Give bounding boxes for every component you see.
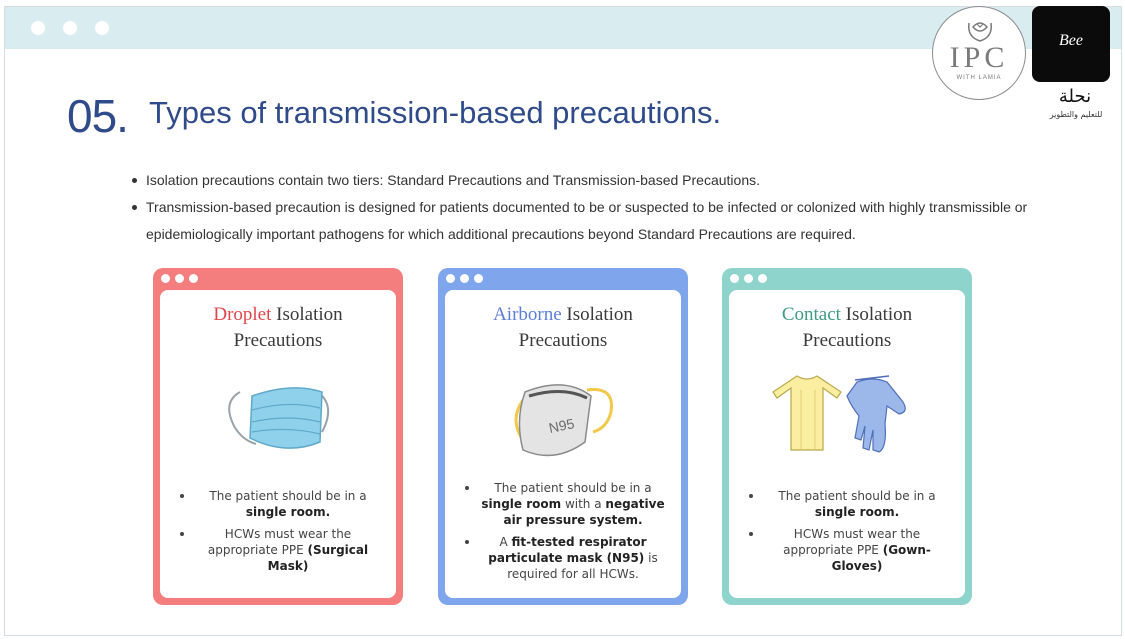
card-body <box>729 290 965 598</box>
intro-bullet: Transmission-based precaution is designed for patients documented to be or suspected to be infected or colonized with highly transmissible or epidemiologically important pathogens for which additional precautions beyond Standard Precautions are required. <box>130 194 1030 248</box>
slide-number: 05. <box>67 90 128 142</box>
card-dot <box>446 274 455 283</box>
item-bold: single room. <box>245 505 331 519</box>
card-title <box>729 302 965 354</box>
item-text: HCWs must wear the appropriate PPE <box>207 527 352 557</box>
card-dot <box>460 274 469 283</box>
gown-gloves-icon <box>729 370 965 480</box>
card-body <box>160 290 396 598</box>
bee-logo <box>1032 6 1110 82</box>
item-bold: single room. <box>814 505 900 519</box>
card-list-item <box>463 480 667 528</box>
bee-logo-text: Bee <box>1059 32 1083 49</box>
card-dot <box>744 274 753 283</box>
card-list <box>178 488 382 580</box>
item-text: The patient should be in a <box>778 489 936 503</box>
item-text: A <box>499 535 512 549</box>
card-body <box>445 290 681 598</box>
card-title <box>445 302 681 354</box>
item-text: is required for all HCWs. <box>507 551 658 581</box>
card-droplet <box>153 268 403 605</box>
card-title-line2: Precautions <box>802 330 892 351</box>
item-bold: fit-tested respirator particulate mask (N95) <box>488 535 647 565</box>
ipc-logo-subtext: WITH LAMIA <box>956 75 1002 81</box>
item-text: HCWs must wear the appropriate PPE <box>783 527 921 557</box>
item-bold: single room <box>481 497 562 511</box>
card-dot <box>161 274 170 283</box>
n95-mask-icon <box>445 370 681 480</box>
card-dot <box>758 274 767 283</box>
surgical-mask-icon <box>160 370 396 480</box>
ipc-logo <box>932 6 1026 100</box>
bee-logo-arabic-sub: للتعليم والتطوير <box>1049 110 1103 119</box>
card-title-rest: Isolation <box>271 304 343 325</box>
card-title-accent: Contact <box>781 304 841 325</box>
card-airborne <box>438 268 688 605</box>
intro-bullet-list <box>130 167 1030 248</box>
slide-title: Types of transmission-based precautions. <box>149 95 722 130</box>
card-list <box>463 480 667 588</box>
card-dot <box>189 274 198 283</box>
card-title-rest: Isolation <box>840 304 913 325</box>
intro-bullet: Isolation precautions contain two tiers: Standard Precautions and Transmission-based Precautions. <box>130 167 1030 194</box>
window-dot-3 <box>95 21 109 35</box>
card-title <box>160 302 396 354</box>
item-bold: negative air pressure system. <box>503 497 665 527</box>
card-list-item <box>747 526 951 574</box>
card-title-rest: Isolation <box>561 304 633 325</box>
card-list <box>747 488 951 580</box>
bee-logo-arabic: نحلة <box>1058 86 1092 107</box>
card-title-accent: Droplet <box>213 304 272 325</box>
card-dot <box>730 274 739 283</box>
gown-icon <box>773 376 841 450</box>
card-list-item <box>463 534 667 582</box>
card-title-line2: Precautions <box>518 330 608 351</box>
card-title-accent: Airborne <box>493 304 562 325</box>
ipc-logo-text: IPC <box>949 41 1009 74</box>
card-title-line2: Precautions <box>233 330 323 351</box>
item-bold: (Gown-Gloves) <box>831 543 931 573</box>
card-list-item <box>747 488 951 520</box>
item-bold: (Surgical Mask) <box>267 543 369 573</box>
window-dot-2 <box>63 21 77 35</box>
item-text: The patient should be in a <box>494 481 652 495</box>
card-list-item <box>178 526 382 574</box>
card-list-item <box>178 488 382 520</box>
mask-label: N95 <box>547 415 576 437</box>
window-dot-1 <box>31 21 45 35</box>
card-dot <box>474 274 483 283</box>
item-text: with a <box>561 497 606 511</box>
card-dot <box>175 274 184 283</box>
gloves-icon <box>847 376 905 452</box>
item-text: The patient should be in a <box>209 489 367 503</box>
card-contact <box>722 268 972 605</box>
